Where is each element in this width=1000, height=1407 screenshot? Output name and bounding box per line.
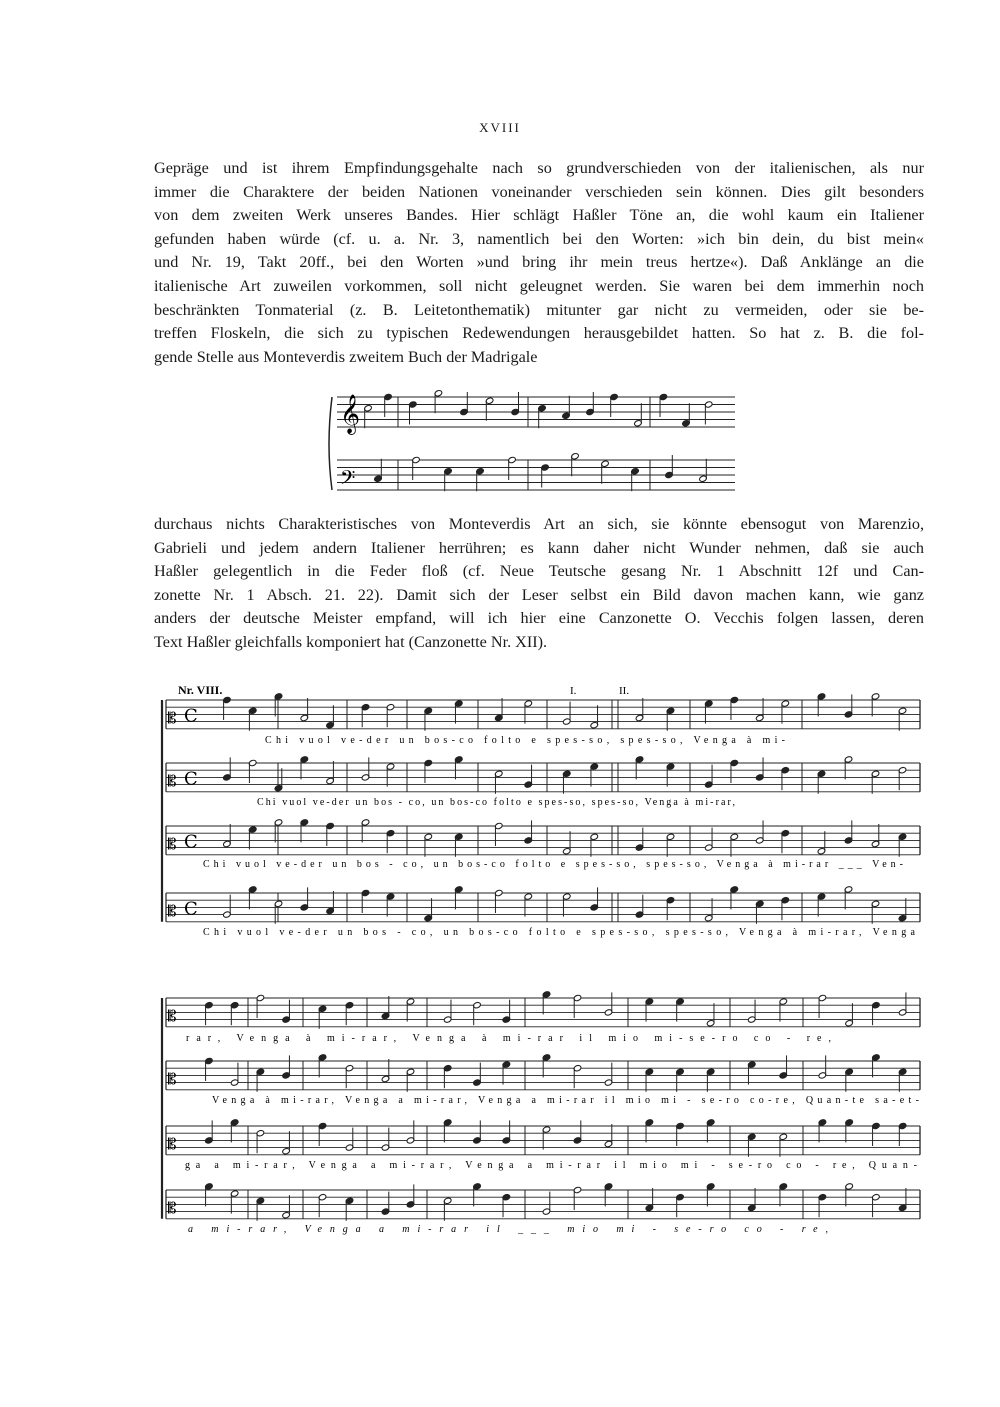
c-clef-icon: 𝄡 — [168, 709, 177, 728]
text-line: Gabrieli und jedem andern Italiener herrühren; es kann daher nicht Wunder nehmen, daß sie auch — [154, 538, 924, 557]
bass-clef-icon: 𝄢 — [340, 466, 356, 494]
lyric-line: Chi vuol ve-der un bos-co folto e spes-so, spes-so, Venga à mi- — [265, 735, 785, 746]
text-line: anders der deutsche Meister empfand, will ich hier eine Canzonette O. Vecchis folgen lassen, deren — [154, 609, 924, 628]
treble-clef-icon: 𝄞 — [340, 394, 361, 434]
lyric-line: Venga à mi-rar, Venga a mi-rar, Venga a mi-rar il mio mi - se-ro co-re, Quan-te sa-et- — [212, 1095, 919, 1106]
lyric-line: Chi vuol ve-der un bos - co, un bos-co folto e spes-so, spes-so, Venga à mi-rar, Venga — [203, 927, 916, 938]
text-line: gefunden haben würde (cf. u. a. Nr. 3, namentlich bei den Worten: »ich bin dein, du bist mein« — [154, 229, 924, 248]
time-signature-icon: C — [184, 705, 198, 727]
text-line: immer die Charaktere der beiden Nationen voneinander verschieden sein können. Dies gilt besonders — [154, 182, 924, 201]
time-signature-icon: C — [184, 898, 198, 920]
ending-1-label: I. — [570, 685, 577, 697]
c-clef-icon: 𝄡 — [168, 1007, 177, 1026]
text-line: beschränkten Tonmaterial (z. B. Leitetonthematik) mitunter gar nicht zu vermeiden, oder sie be- — [154, 300, 924, 319]
lyric-line: Chi vuol ve-der un bos - co, un bos-co folto e spes-so, spes-so, Venga à mi-rar ___ Ven- — [203, 859, 903, 870]
text-line: Haßler gelegentlich in die Feder floß (cf. Neue Teutsche gesang Nr. 1 Abschnitt 12f und Can- — [154, 562, 924, 581]
time-signature-icon: C — [184, 768, 198, 790]
text-line: italienische Art zuweilen vorkommen, soll nicht geleugnet werden. Sie waren bei dem immerhin noch — [154, 276, 924, 295]
c-clef-icon: 𝄡 — [168, 772, 177, 791]
lyric-line: ga a mi-rar, Venga a mi-rar, Venga a mi-rar il mio mi - se-ro co - re, Quan- — [185, 1160, 918, 1171]
score-number: Nr. VIII. — [178, 683, 223, 697]
c-clef-icon: 𝄡 — [168, 902, 177, 921]
text-line: und Nr. 19, Takt 20ff., bei den Worten »und bring ihr mein treus hertze«). Daß Anklänge an die — [154, 253, 924, 272]
text-line: Text Haßler gleichfalls komponiert hat (Canzonette Nr. XII). — [154, 632, 548, 651]
text-line: durchaus nichts Charakteristisches von Monteverdis Art an sich, sie könnte ebensogut von Marenzio, — [154, 515, 924, 533]
lyric-line: Chi vuol ve-der un bos - co, un bos-co folto e spes-so, spes-so, Venga à mi-rar, — [257, 797, 735, 808]
lyric-line: a mi-rar, Venga a mi-rar il ___ mio mi - se-ro co - re, — [188, 1224, 829, 1235]
lyric-line: rar, Venga à mi-rar, Venga à mi-rar il mio mi-se-ro co - re, — [186, 1033, 832, 1044]
text-line: gende Stelle aus Monteverdis zweitem Buch der Madrigale — [154, 347, 538, 366]
page-number: XVIII — [479, 120, 521, 135]
c-clef-icon: 𝄡 — [168, 1070, 177, 1089]
text-line: Gepräge und ist ihrem Empfindungsgehalte nach so grundverschieden von der italienischen, als nur — [154, 159, 924, 177]
time-signature-icon: C — [184, 831, 198, 853]
text-line: von dem zweiten Werk unseres Bandes. Hier schlägt Haßler Töne an, die wohl kaum ein Italiener — [154, 206, 924, 225]
c-clef-icon: 𝄡 — [168, 1199, 177, 1218]
text-line: zonette Nr. 1 Absch. 21. 22). Damit sich der Leser selbst ein Bild davon machen kann, wie ganz — [154, 585, 924, 604]
c-clef-icon: 𝄡 — [168, 1135, 177, 1154]
c-clef-icon: 𝄡 — [168, 835, 177, 854]
ending-2-label: II. — [619, 685, 630, 697]
text-line: treffen Floskeln, die sich zu typischen Redewendungen herausgebildet hatten. So hat z. B. die fol- — [154, 324, 924, 343]
